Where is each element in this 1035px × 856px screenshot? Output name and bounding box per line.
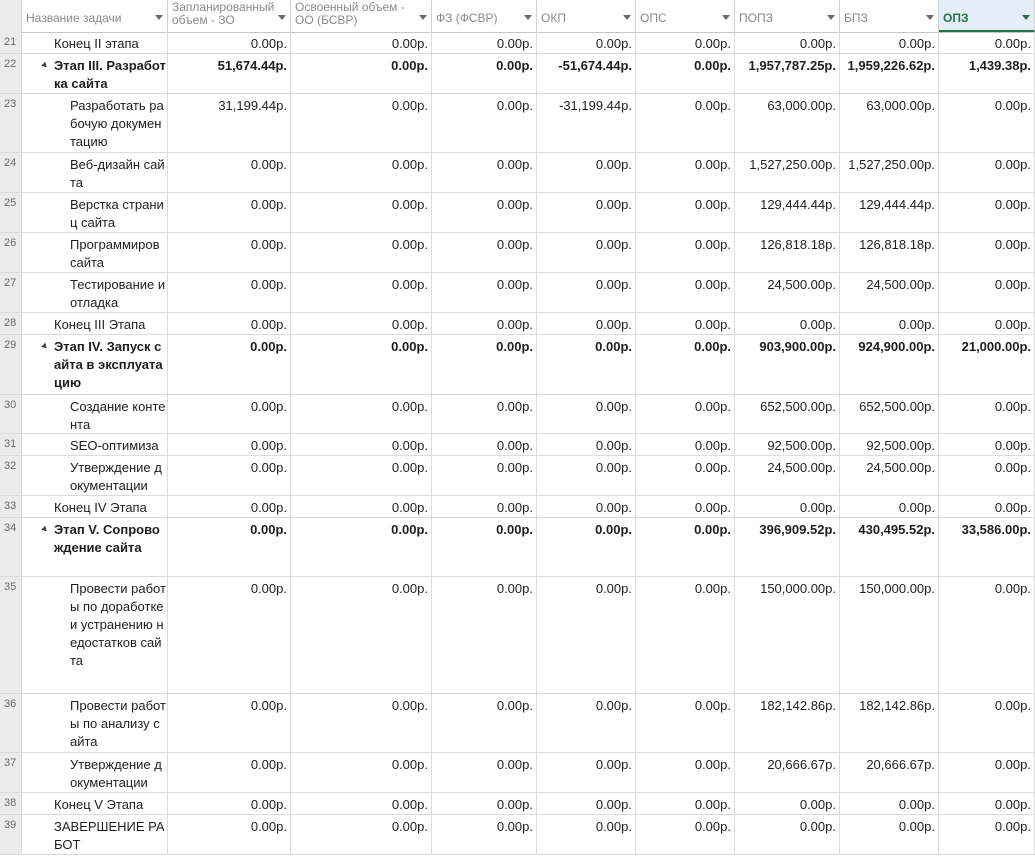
table-row[interactable]	[0, 518, 1035, 577]
bpz-cell[interactable]: 150,000.00р.	[840, 577, 939, 693]
earned-volume-cell[interactable]: 0.00р.	[291, 753, 432, 792]
column-header-label: ОКП	[541, 11, 566, 25]
column-header-task-name[interactable]	[22, 0, 168, 32]
row-number[interactable]: 31	[0, 434, 22, 455]
column-header-popz[interactable]	[735, 0, 840, 32]
planned-volume-cell[interactable]: 0.00р.	[168, 313, 291, 334]
opz-cell[interactable]: 0.00р.	[939, 577, 1035, 693]
row-number[interactable]: 37	[0, 753, 22, 792]
actual-cost-cell[interactable]: 0.00р.	[432, 815, 537, 854]
planned-volume-cell[interactable]: 0.00р.	[168, 193, 291, 232]
cost-variance-cell[interactable]: 0.00р.	[537, 395, 636, 433]
bpz-cell[interactable]: 92,500.00р.	[840, 434, 939, 455]
bpz-cell[interactable]: 0.00р.	[840, 793, 939, 814]
table-row[interactable]	[0, 54, 1035, 94]
opz-cell[interactable]: 1,439.38р.	[939, 54, 1035, 93]
planned-volume-cell[interactable]: 51,674.44р.	[168, 54, 291, 93]
task-name-cell[interactable]	[22, 313, 168, 334]
earned-volume-cell[interactable]: 0.00р.	[291, 694, 432, 752]
task-name-text: Создание контента	[70, 399, 166, 432]
popz-cell[interactable]: 92,500.00р.	[735, 434, 840, 455]
column-header-cost-variance[interactable]	[537, 0, 636, 32]
planned-volume-cell[interactable]: 0.00р.	[168, 694, 291, 752]
column-header-label: ОПЗ	[943, 11, 969, 25]
earned-volume-cell[interactable]: 0.00р.	[291, 313, 432, 334]
bpz-cell[interactable]: 430,495.52р.	[840, 518, 939, 576]
schedule-variance-cell[interactable]: 0.00р.	[636, 54, 735, 93]
popz-cell[interactable]: 0.00р.	[735, 793, 840, 814]
task-name-cell[interactable]	[22, 434, 168, 455]
earned-volume-cell[interactable]: 0.00р.	[291, 395, 432, 433]
row-number[interactable]: 34	[0, 518, 22, 576]
task-name-text: Верстка страниц сайта	[70, 197, 164, 230]
row-number[interactable]: 27	[0, 273, 22, 312]
schedule-variance-cell[interactable]: 0.00р.	[636, 313, 735, 334]
schedule-variance-cell[interactable]: 0.00р.	[636, 193, 735, 232]
schedule-variance-cell[interactable]: 0.00р.	[636, 273, 735, 312]
table-row[interactable]	[0, 32, 1035, 54]
table-row[interactable]	[0, 793, 1035, 815]
task-name-text: Этап III. Разработка сайта	[54, 58, 166, 91]
bpz-cell[interactable]: 129,444.44р.	[840, 193, 939, 232]
earned-volume-cell[interactable]: 0.00р.	[291, 518, 432, 576]
earned-volume-cell[interactable]: 0.00р.	[291, 193, 432, 232]
schedule-variance-cell[interactable]: 0.00р.	[636, 32, 735, 53]
cost-variance-cell[interactable]: 0.00р.	[537, 577, 636, 693]
task-name-text: Тестирование и отладка	[70, 277, 166, 310]
actual-cost-cell[interactable]: 0.00р.	[432, 94, 537, 152]
schedule-variance-cell[interactable]: 0.00р.	[636, 434, 735, 455]
planned-volume-cell[interactable]: 0.00р.	[168, 32, 291, 53]
row-number[interactable]: 39	[0, 815, 22, 854]
task-name-text: Программиров сайта	[70, 237, 160, 270]
earned-volume-cell[interactable]: 0.00р.	[291, 815, 432, 854]
popz-cell[interactable]: 150,000.00р.	[735, 577, 840, 693]
actual-cost-cell[interactable]: 0.00р.	[432, 313, 537, 334]
column-header-row	[0, 0, 1035, 33]
actual-cost-cell[interactable]: 0.00р.	[432, 273, 537, 312]
actual-cost-cell[interactable]: 0.00р.	[432, 577, 537, 693]
table-row[interactable]	[0, 153, 1035, 193]
task-name-cell[interactable]	[22, 518, 168, 576]
task-name-text: ЗАВЕРШЕНИЕ РАБОТ	[54, 819, 165, 852]
popz-cell[interactable]: 20,666.67р.	[735, 753, 840, 792]
popz-cell[interactable]: 903,900.00р.	[735, 335, 840, 394]
actual-cost-cell[interactable]: 0.00р.	[432, 335, 537, 394]
opz-cell[interactable]: 0.00р.	[939, 153, 1035, 192]
row-number[interactable]: 22	[0, 54, 22, 93]
earned-volume-cell[interactable]: 0.00р.	[291, 32, 432, 53]
bpz-cell[interactable]: 0.00р.	[840, 496, 939, 517]
column-header-label: Освоенный объем - ОО (БСВР)	[295, 0, 405, 27]
column-header-planned-volume[interactable]	[168, 0, 291, 32]
planned-volume-cell[interactable]: 31,199.44р.	[168, 94, 291, 152]
planned-volume-cell[interactable]: 0.00р.	[168, 496, 291, 517]
column-header-label: ПОПЗ	[739, 11, 773, 25]
task-name-text: Утверждение документации	[70, 460, 162, 493]
column-header-bpz[interactable]	[840, 0, 939, 32]
row-number[interactable]: 38	[0, 793, 22, 814]
cost-variance-cell[interactable]: 0.00р.	[537, 335, 636, 394]
popz-cell[interactable]: 652,500.00р.	[735, 395, 840, 433]
bpz-cell[interactable]: 924,900.00р.	[840, 335, 939, 394]
table-row[interactable]	[0, 456, 1035, 496]
cost-variance-cell[interactable]: 0.00р.	[537, 434, 636, 455]
filter-dropdown-icon[interactable]	[827, 15, 835, 20]
schedule-variance-cell[interactable]: 0.00р.	[636, 233, 735, 272]
bpz-cell[interactable]: 126,818.18р.	[840, 233, 939, 272]
task-name-text: Разработать рабочую документацию	[70, 98, 164, 149]
row-number[interactable]: 24	[0, 153, 22, 192]
task-name-cell[interactable]	[22, 496, 168, 517]
schedule-variance-cell[interactable]: 0.00р.	[636, 456, 735, 495]
task-name-text: Этап IV. Запуск сайта в эксплуатацию	[54, 339, 163, 390]
popz-cell[interactable]: 1,527,250.00р.	[735, 153, 840, 192]
task-name-text: Конец II этапа	[54, 36, 139, 51]
table-row[interactable]	[0, 815, 1035, 855]
planned-volume-cell[interactable]: 0.00р.	[168, 434, 291, 455]
schedule-variance-cell[interactable]: 0.00р.	[636, 518, 735, 576]
earned-volume-cell[interactable]: 0.00р.	[291, 577, 432, 693]
column-header-label: БПЗ	[844, 11, 868, 25]
bpz-cell[interactable]: 0.00р.	[840, 32, 939, 53]
schedule-variance-cell[interactable]: 0.00р.	[636, 395, 735, 433]
task-name-cell[interactable]	[22, 815, 168, 854]
schedule-variance-cell[interactable]: 0.00р.	[636, 153, 735, 192]
opz-cell[interactable]: 0.00р.	[939, 313, 1035, 334]
row-number[interactable]: 28	[0, 313, 22, 334]
task-name-cell[interactable]	[22, 335, 168, 394]
task-name-cell[interactable]	[22, 694, 168, 752]
planned-volume-cell[interactable]: 0.00р.	[168, 518, 291, 576]
opz-cell[interactable]: 0.00р.	[939, 395, 1035, 433]
schedule-variance-cell[interactable]: 0.00р.	[636, 793, 735, 814]
earned-volume-cell[interactable]: 0.00р.	[291, 456, 432, 495]
planned-volume-cell[interactable]: 0.00р.	[168, 753, 291, 792]
bpz-cell[interactable]: 24,500.00р.	[840, 273, 939, 312]
opz-cell[interactable]: 0.00р.	[939, 694, 1035, 752]
actual-cost-cell[interactable]: 0.00р.	[432, 793, 537, 814]
opz-cell[interactable]: 0.00р.	[939, 434, 1035, 455]
column-header-label: Название задачи	[26, 11, 122, 25]
task-name-text: Этап V. Сопровождение сайта	[54, 522, 160, 555]
planned-volume-cell[interactable]: 0.00р.	[168, 793, 291, 814]
task-name-text: Конец IV Этапа	[54, 500, 147, 515]
actual-cost-cell[interactable]: 0.00р.	[432, 456, 537, 495]
row-number[interactable]: 35	[0, 577, 22, 693]
planned-volume-cell[interactable]: 0.00р.	[168, 815, 291, 854]
row-number[interactable]: 36	[0, 694, 22, 752]
actual-cost-cell[interactable]: 0.00р.	[432, 753, 537, 792]
actual-cost-cell[interactable]: 0.00р.	[432, 518, 537, 576]
cost-variance-cell[interactable]: 0.00р.	[537, 496, 636, 517]
earned-volume-cell[interactable]: 0.00р.	[291, 94, 432, 152]
column-header-schedule-variance[interactable]	[636, 0, 735, 32]
cost-variance-cell[interactable]: 0.00р.	[537, 193, 636, 232]
table-row[interactable]	[0, 577, 1035, 694]
table-row[interactable]	[0, 94, 1035, 153]
task-name-cell[interactable]	[22, 94, 168, 152]
column-header-actual-cost[interactable]	[432, 0, 537, 32]
actual-cost-cell[interactable]: 0.00р.	[432, 434, 537, 455]
opz-cell[interactable]: 0.00р.	[939, 815, 1035, 854]
task-name-text: Веб-дизайн сайта	[70, 157, 165, 190]
row-number[interactable]: 29	[0, 335, 22, 394]
opz-cell[interactable]: 0.00р.	[939, 94, 1035, 152]
task-name-cell[interactable]	[22, 193, 168, 232]
table-row[interactable]	[0, 273, 1035, 313]
column-header-label: Запланированный объем - ЗО	[172, 0, 275, 27]
popz-cell[interactable]: 0.00р.	[735, 496, 840, 517]
task-name-text: Конец V Этапа	[54, 797, 144, 812]
popz-cell[interactable]: 0.00р.	[735, 313, 840, 334]
planned-volume-cell[interactable]: 0.00р.	[168, 273, 291, 312]
task-name-cell[interactable]	[22, 54, 168, 93]
task-name-cell[interactable]	[22, 233, 168, 272]
bpz-cell[interactable]: 24,500.00р.	[840, 456, 939, 495]
cost-variance-cell[interactable]: 0.00р.	[537, 815, 636, 854]
filter-dropdown-icon[interactable]	[278, 15, 286, 20]
table-row[interactable]	[0, 694, 1035, 753]
cost-variance-cell[interactable]: 0.00р.	[537, 313, 636, 334]
schedule-variance-cell[interactable]: 0.00р.	[636, 694, 735, 752]
popz-cell[interactable]: 24,500.00р.	[735, 273, 840, 312]
task-name-cell[interactable]	[22, 793, 168, 814]
earned-volume-cell[interactable]: 0.00р.	[291, 335, 432, 394]
column-header-earned-volume[interactable]	[291, 0, 432, 32]
bpz-cell[interactable]: 652,500.00р.	[840, 395, 939, 433]
opz-cell[interactable]: 0.00р.	[939, 793, 1035, 814]
table-row[interactable]	[0, 313, 1035, 335]
opz-cell[interactable]: 0.00р.	[939, 273, 1035, 312]
schedule-variance-cell[interactable]: 0.00р.	[636, 335, 735, 394]
earned-volume-cell[interactable]: 0.00р.	[291, 793, 432, 814]
row-number[interactable]: 25	[0, 193, 22, 232]
table-row[interactable]	[0, 496, 1035, 518]
task-name-cell[interactable]	[22, 273, 168, 312]
popz-cell[interactable]: 63,000.00р.	[735, 94, 840, 152]
schedule-variance-cell[interactable]: 0.00р.	[636, 815, 735, 854]
planned-volume-cell[interactable]: 0.00р.	[168, 153, 291, 192]
filter-dropdown-icon[interactable]	[1022, 15, 1030, 20]
earned-volume-cell[interactable]: 0.00р.	[291, 54, 432, 93]
column-header-opz[interactable]	[939, 0, 1035, 32]
table-row[interactable]	[0, 395, 1035, 434]
collapse-icon[interactable]	[41, 343, 49, 351]
opz-cell[interactable]: 33,586.00р.	[939, 518, 1035, 576]
earned-volume-cell[interactable]: 0.00р.	[291, 153, 432, 192]
task-name-text: Провести работы по доработке и устранению недостатков сайта	[70, 581, 166, 668]
popz-cell[interactable]: 396,909.52р.	[735, 518, 840, 576]
task-name-cell[interactable]	[22, 153, 168, 192]
cost-variance-cell[interactable]: 0.00р.	[537, 273, 636, 312]
popz-cell[interactable]: 129,444.44р.	[735, 193, 840, 232]
task-name-cell[interactable]	[22, 577, 168, 693]
planned-volume-cell[interactable]: 0.00р.	[168, 577, 291, 693]
opz-cell[interactable]: 0.00р.	[939, 496, 1035, 517]
schedule-variance-cell[interactable]: 0.00р.	[636, 577, 735, 693]
task-name-cell[interactable]	[22, 32, 168, 53]
bpz-cell[interactable]: 0.00р.	[840, 815, 939, 854]
task-name-cell[interactable]	[22, 456, 168, 495]
opz-cell[interactable]: 0.00р.	[939, 32, 1035, 53]
row-number[interactable]: 23	[0, 94, 22, 152]
planned-volume-cell[interactable]: 0.00р.	[168, 456, 291, 495]
column-header-label: ОПС	[640, 11, 667, 25]
select-all-corner[interactable]	[0, 0, 22, 32]
filter-dropdown-icon[interactable]	[926, 15, 934, 20]
earned-volume-cell[interactable]: 0.00р.	[291, 434, 432, 455]
popz-cell[interactable]: 126,818.18р.	[735, 233, 840, 272]
task-name-text: Утверждение документации	[70, 757, 162, 790]
collapse-icon[interactable]	[41, 526, 49, 534]
row-number[interactable]: 30	[0, 395, 22, 433]
cost-variance-cell[interactable]: 0.00р.	[537, 518, 636, 576]
task-name-text: Конец III Этапа	[54, 317, 146, 332]
cost-variance-cell[interactable]: -31,199.44р.	[537, 94, 636, 152]
popz-cell[interactable]: 0.00р.	[735, 815, 840, 854]
task-name-cell[interactable]	[22, 753, 168, 792]
bpz-cell[interactable]: 1,527,250.00р.	[840, 153, 939, 192]
opz-cell[interactable]: 0.00р.	[939, 753, 1035, 792]
schedule-variance-cell[interactable]: 0.00р.	[636, 94, 735, 152]
bpz-cell[interactable]: 63,000.00р.	[840, 94, 939, 152]
actual-cost-cell[interactable]: 0.00р.	[432, 54, 537, 93]
bpz-cell[interactable]: 0.00р.	[840, 313, 939, 334]
filter-dropdown-icon[interactable]	[722, 15, 730, 20]
bpz-cell[interactable]: 182,142.86р.	[840, 694, 939, 752]
column-header-label: ФЗ (ФСВР)	[436, 11, 498, 25]
cost-variance-cell[interactable]: 0.00р.	[537, 153, 636, 192]
row-number[interactable]: 33	[0, 496, 22, 517]
actual-cost-cell[interactable]: 0.00р.	[432, 153, 537, 192]
earned-volume-cell[interactable]: 0.00р.	[291, 496, 432, 517]
filter-dropdown-icon[interactable]	[623, 15, 631, 20]
collapse-icon[interactable]	[41, 62, 49, 70]
earned-volume-cell[interactable]: 0.00р.	[291, 273, 432, 312]
popz-cell[interactable]: 24,500.00р.	[735, 456, 840, 495]
actual-cost-cell[interactable]: 0.00р.	[432, 395, 537, 433]
table-row[interactable]	[0, 434, 1035, 456]
cost-variance-cell[interactable]: 0.00р.	[537, 753, 636, 792]
actual-cost-cell[interactable]: 0.00р.	[432, 233, 537, 272]
table-row[interactable]	[0, 335, 1035, 395]
opz-cell[interactable]: 0.00р.	[939, 193, 1035, 232]
row-number[interactable]: 32	[0, 456, 22, 495]
cost-variance-cell[interactable]: -51,674.44р.	[537, 54, 636, 93]
actual-cost-cell[interactable]: 0.00р.	[432, 694, 537, 752]
row-number[interactable]: 21	[0, 32, 22, 53]
opz-cell[interactable]: 21,000.00р.	[939, 335, 1035, 394]
opz-cell[interactable]: 0.00р.	[939, 456, 1035, 495]
popz-cell[interactable]: 0.00р.	[735, 32, 840, 53]
planned-volume-cell[interactable]: 0.00р.	[168, 395, 291, 433]
actual-cost-cell[interactable]: 0.00р.	[432, 193, 537, 232]
task-name-text: SEO-оптимиза	[70, 438, 159, 453]
earned-volume-cell[interactable]: 0.00р.	[291, 233, 432, 272]
cost-variance-cell[interactable]: 0.00р.	[537, 32, 636, 53]
task-name-text: Провести работы по анализу сайта	[70, 698, 166, 749]
table-row[interactable]	[0, 233, 1035, 273]
task-name-cell[interactable]	[22, 395, 168, 433]
cost-variance-cell[interactable]: 0.00р.	[537, 233, 636, 272]
filter-dropdown-icon[interactable]	[419, 15, 427, 20]
row-number[interactable]: 26	[0, 233, 22, 272]
table-row[interactable]	[0, 193, 1035, 233]
schedule-variance-cell[interactable]: 0.00р.	[636, 496, 735, 517]
cost-variance-cell[interactable]: 0.00р.	[537, 456, 636, 495]
cost-variance-cell[interactable]: 0.00р.	[537, 793, 636, 814]
schedule-variance-cell[interactable]: 0.00р.	[636, 753, 735, 792]
popz-cell[interactable]: 1,957,787.25р.	[735, 54, 840, 93]
actual-cost-cell[interactable]: 0.00р.	[432, 496, 537, 517]
actual-cost-cell[interactable]: 0.00р.	[432, 32, 537, 53]
cost-variance-cell[interactable]: 0.00р.	[537, 694, 636, 752]
opz-cell[interactable]: 0.00р.	[939, 233, 1035, 272]
planned-volume-cell[interactable]: 0.00р.	[168, 335, 291, 394]
filter-dropdown-icon[interactable]	[524, 15, 532, 20]
table-row[interactable]	[0, 753, 1035, 793]
bpz-cell[interactable]: 1,959,226.62р.	[840, 54, 939, 93]
filter-dropdown-icon[interactable]	[155, 15, 163, 20]
popz-cell[interactable]: 182,142.86р.	[735, 694, 840, 752]
bpz-cell[interactable]: 20,666.67р.	[840, 753, 939, 792]
planned-volume-cell[interactable]: 0.00р.	[168, 233, 291, 272]
